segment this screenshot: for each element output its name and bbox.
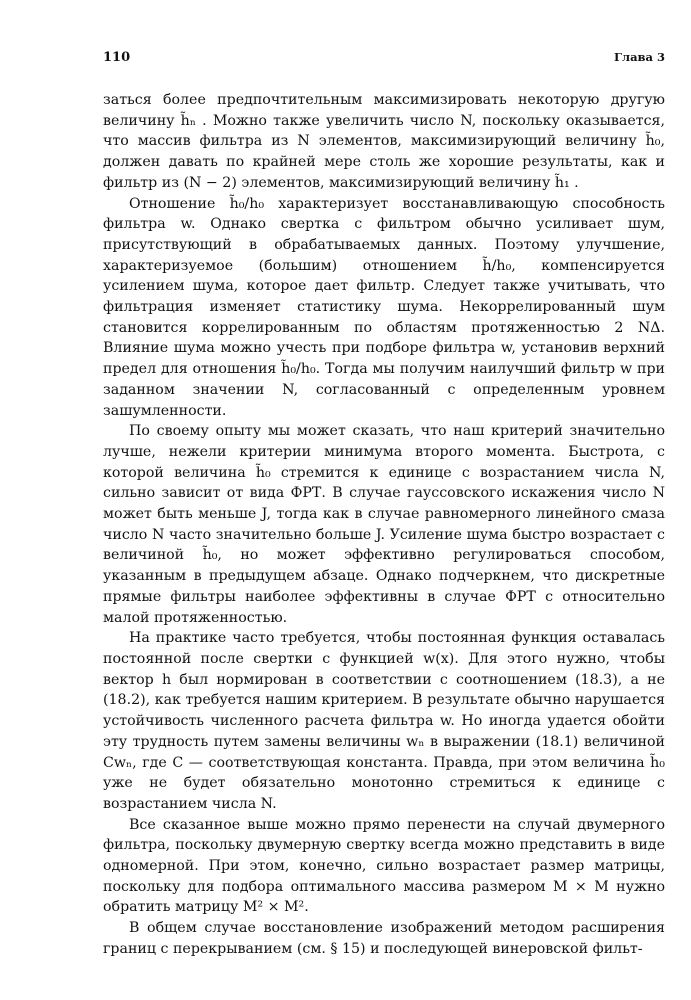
chapter-title: Глава 3 (614, 50, 665, 64)
page-header (103, 50, 665, 70)
page-body (103, 90, 665, 960)
paragraph-general-case: В общем случае восстановление изображений методом расширения границ с перекрыванием (см. § 15) и последующей винеровской фильт- (103, 920, 665, 957)
paragraph-normalization: На практике часто требуется, чтобы постоянная функция оставалась постоянной после свертки с функцией w(x). Для этого нужно, чтобы вектор h был нормирован в соответствии с соотношением (18.3), а не (18.2), как требуется нашим критерием. В результате обычно нарушается устойчивость численного расчета фильтра w. Но иногда удается обойти эту трудность путем замены величины wₙ в выражении (18.1) величиной Cwₙ, где C — соответствующая константа. Правда, при этом величина h̃₀ уже не будет обязательно монотонно стремиться к единице с возрастанием числа N. (103, 630, 665, 812)
paragraph-continuation: заться более предпочтительным максимизировать некоторую другую величину h̃ₙ . Можно также увеличить число N, поскольку оказывается, что массив фильтра из N элементов, максимизирующий величину h̃₀, должен давать по крайней мере столь же хорошие результаты, как и фильтр из (N − 2) элементов, максимизирующий величину h̃₁ . (103, 92, 665, 191)
page-number: 110 (103, 50, 131, 65)
paragraph-criterion-comparison: По своему опыту мы может сказать, что наш критерий значительно лучше, нежели критерии минимума второго момента. Быстрота, с которой величина h̃₀ стремится к единице с возрастанием числа N, сильно зависит от вида ФРТ. В случае гауссовского искажения число N может быть меньше J, тогда как в случае равномерного линейного смаза число N часто значительно больше J. Усиление шума быстро возрастает с величиной h̃₀, но может эффективно регулироваться способом, указанным в предыдущем абзаце. Однако подчеркнем, что дискретные прямые фильтры наиболее эффективны в случае ФРТ с относительно малой протяженностью. (103, 423, 665, 626)
paragraph-restoration-ratio: Отношение h̃₀/h₀ характеризует восстанавливающую способность фильтра w. Однако свертка с фильтром обычно усиливает шум, присутствующий в обрабатываемых данных. Поэтому улучшение, характеризуемое (большим) отношением h̃/h₀, компенсируется усилением шума, которое дает фильтр. Следует также учитывать, что фильтрация изменяет статистику шума. Некоррелированный шум становится коррелированным по областям протяженностью 2 NΔ. Влияние шума можно учесть при подборе фильтра w, установив верхний предел для отношения h̃₀/h₀. Тогда мы получим наилучший фильтр w при заданном значении N, согласованный с определенным уровнем зашумленности. (103, 195, 665, 419)
paragraph-two-dimensional: Все сказанное выше можно прямо перенести на случай двумерного фильтра, поскольку двумерную свертку всегда можно представить в виде одномерной. При этом, конечно, сильно возрастает размер матрицы, поскольку для подбора оптимального массива размером M × M нужно обратить матрицу M² × M². (103, 816, 665, 916)
